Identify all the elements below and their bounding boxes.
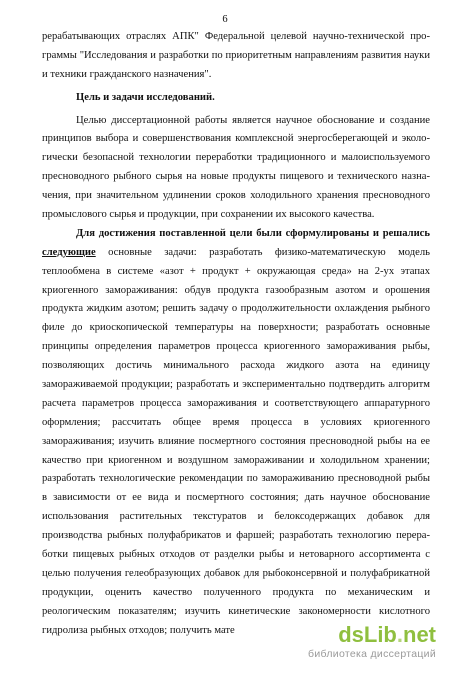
goals-line: принципов выбора и совершенствования комплексной энергосберегающей и эколо- (42, 133, 430, 145)
tasks-line: теплообмена в системе «азот + продукт + окружающая среда» на 2-ух этапах (42, 265, 430, 277)
tasks-line: филе до криоскопической температуры на поверхности; разработать основные (42, 322, 430, 334)
dslib-tagline: библиотека диссертаций (308, 648, 436, 660)
document-body (42, 28, 430, 641)
tasks-line: замораживаемой продукции; разработать и экспериментально подтвердить алгоритм (42, 379, 430, 391)
tasks-line: продукции, оценить качество полученного продукта по механическим и (42, 586, 430, 598)
tasks-line: реологическим показателям; изучить кинетические закономерности кислотного (42, 605, 430, 617)
page-number: 6 (222, 14, 228, 25)
tasks-paragraph (42, 263, 430, 622)
tasks-last-line: гидролиза рыбных отходов; получить мате (42, 624, 235, 636)
dslib-watermark (296, 623, 436, 665)
tasks-line: целью получения гелеобразующих добавок для рыбоконсервной и полуфабрикатной (42, 567, 430, 579)
tasks-line: расчета параметров процесса замораживания и соответствующего аппаратурного (42, 397, 430, 409)
tasks-lead-underlined: следующие (42, 246, 96, 258)
tasks-line: качество при криогенном и воздушном замораживании и холодильном хранении; (42, 454, 430, 466)
tasks-lead-line (42, 225, 430, 244)
tasks-line: позволяющих достичь минимального расхода жидкого азота на единицу (42, 360, 430, 372)
tasks-line: продукта жидким азотом; решить задачу о продолжительности охлаждения рыбного (42, 303, 430, 315)
intro-line: рерабатывающих отраслях АПК" Федеральной целевой научно-технической про- (42, 31, 430, 42)
goals-heading: Цель и задачи исследований. (76, 91, 215, 103)
intro-paragraph (42, 28, 430, 85)
intro-line: и техники гражданского назначения". (42, 68, 212, 80)
tasks-second-line (42, 244, 430, 263)
tasks-lead-bold: Для достижения поставленной цели были сформулированы и решались (76, 227, 430, 239)
tasks-line: замораживания; изучить влияние посмертного состояния пресноводной рыбы на ее (42, 435, 430, 447)
tasks-line: в зависимости от ее вида и посмертного состояния; дать научное обоснование (42, 492, 430, 504)
goals-line: чения, при значительном удлинении сроков холодильного хранения пресноводного (42, 190, 430, 202)
goals-line: гически безопасной технологии переработки традиционного и малоиспользуемого (42, 152, 430, 164)
goals-paragraph (42, 112, 430, 225)
tasks-line: производства рыбных полуфабрикатов и фаршей; разработать технологию перера- (42, 530, 430, 542)
tasks-line: использования растительных текстуратов и белоксодержащих добавок для (42, 511, 430, 523)
tasks-line: ботки пищевых рыбных отходов от разделки рыбы и нетоварного ассортимента с (42, 549, 430, 561)
tasks-line: принципы определения параметров процесса криогенного замораживания рыбы, (42, 341, 430, 353)
tasks-line: криогенного замораживания: обдув продукта газообразным азотом и орошения (42, 284, 430, 296)
dslib-logo: dsLib.net (338, 622, 436, 647)
tasks-line: разработать технологические рекомендации по замораживанию пресноводной рыбы (42, 473, 430, 485)
intro-line: граммы "Исследования и разработки по приоритетным направлениям развития науки (42, 49, 430, 61)
goals-line: пресноводного рыбного сырья на новые продукты пищевого и технического назна- (42, 171, 430, 183)
goals-line: промыслового сырья и продукции, при сохранении их высокого качества. (42, 209, 375, 221)
goals-line: Целью диссертационной работы является научное обоснование и создание (76, 114, 430, 126)
tasks-second-line-text: основные задачи: разработать физико-математическую модель (95, 246, 430, 258)
tasks-line: оформления; рассчитать общее время процесса в условиях криогенного (42, 416, 430, 428)
